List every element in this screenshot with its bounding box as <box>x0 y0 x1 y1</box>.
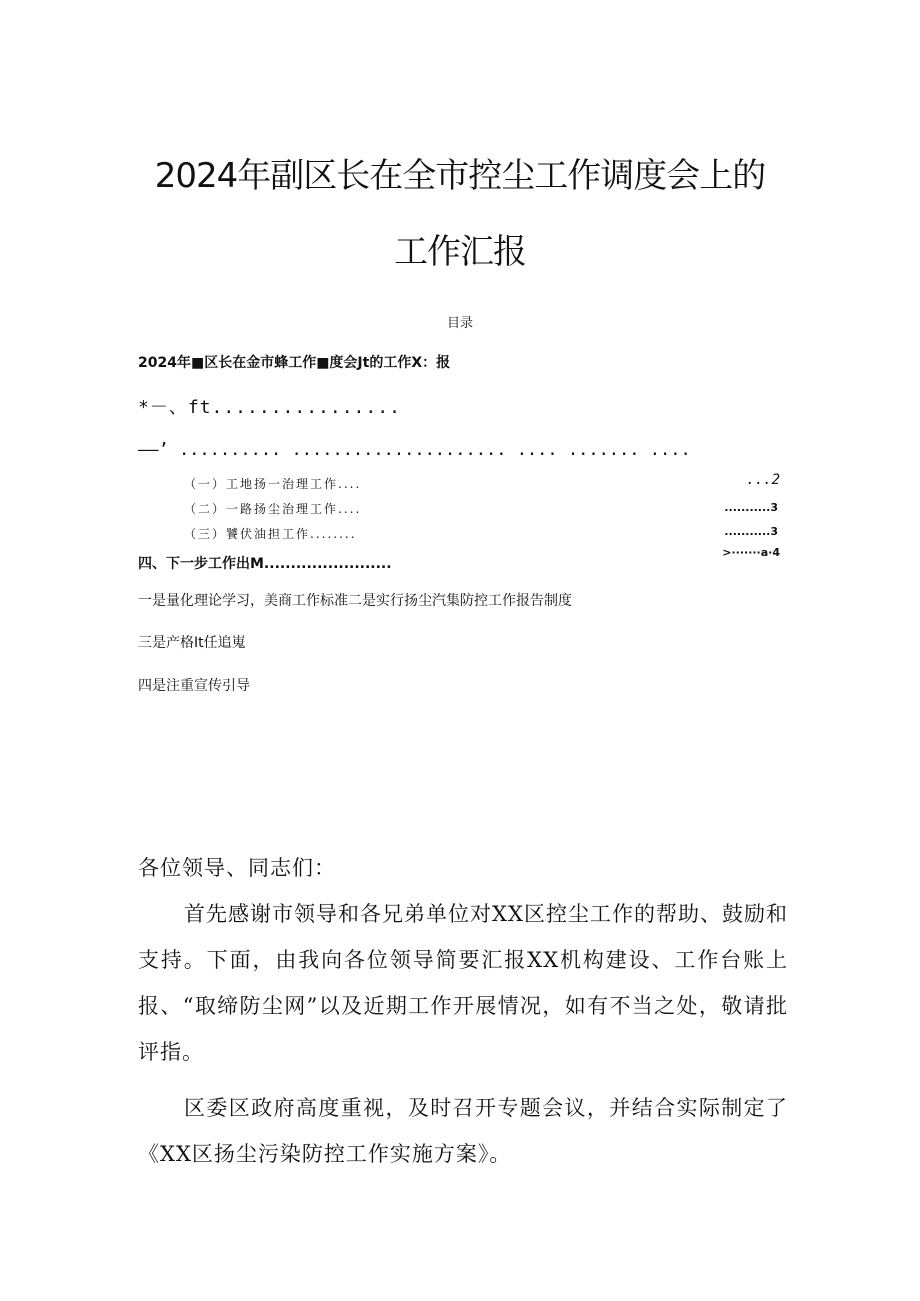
toc-subentry-1-page: ...2 <box>746 472 780 488</box>
document-title-line-1: 2024年副区长在全市控尘工作调度会上的 <box>154 156 766 196</box>
toc-entry-4-page: >·······a·4 <box>722 546 780 559</box>
toc-item-1[interactable]: 一是量化理论学习，美商工作标准二是实行扬尘汽集防控工作报告制度 <box>138 593 572 609</box>
toc-entry-title[interactable]: 2024年■区长在金市蜂工作■度会Jt的工作X：报 <box>138 355 451 371</box>
document-title-line-2: 工作汇报 <box>394 232 526 272</box>
paragraph-1: 首先感谢市领导和各兄弟单位对XX区控尘工作的帮助、鼓励和支持。下面，由我向各位领导简要汇报XX机构建设、工作台账上报、“取缔防尘网”以及近期工作开展情况，如有不当之处，敬请批评指。 <box>138 902 788 1064</box>
toc-heading: 目录 <box>446 316 473 331</box>
toc-item-3[interactable]: 三是产格It任追嵬 <box>138 635 246 651</box>
toc-subentry-3-page: ...........3 <box>724 525 778 538</box>
toc-subentry-2[interactable]: （二）一路扬尘治理工作.... <box>184 502 362 516</box>
toc-entry-2[interactable]: ——’ .......... ..................... .... ....... .... <box>138 440 691 460</box>
toc-item-4[interactable]: 四是注重宣传引导 <box>138 678 250 694</box>
toc-subentry-2-page: ...........3 <box>724 501 778 514</box>
toc-entry-4[interactable]: 四、下一步工作出M........................ <box>138 556 392 572</box>
salutation: 各位领导、同志们： <box>138 856 336 880</box>
paragraph-2: 区委区政府高度重视，及时召开专题会议，并结合实际制定了《XX区扬尘污染防控工作实施方案》。 <box>138 1096 788 1166</box>
toc-subentry-3[interactable]: （三）饕伏油担工作........ <box>184 527 357 541</box>
toc-entry-1[interactable]: *－、ft................ <box>138 397 401 418</box>
toc-subentry-1[interactable]: （一）工地扬一治理工作.... <box>184 477 362 491</box>
